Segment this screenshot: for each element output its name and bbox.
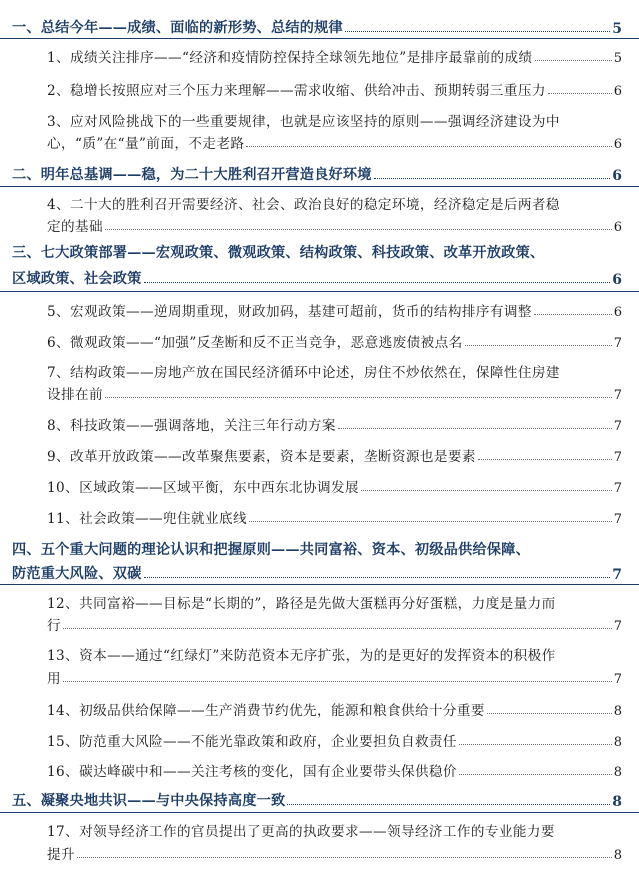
toc-page-number: 6	[612, 168, 622, 184]
toc-entry-title: 6、微观政策——“加强”反垄断和反不正当竞争，恶意逃废债被点名	[47, 335, 463, 351]
toc-page-number: 8	[613, 765, 622, 780]
toc-page-number: 6	[613, 137, 622, 152]
dot-leader	[478, 458, 612, 460]
dot-leader	[63, 680, 612, 682]
toc-page-number: 8	[612, 794, 622, 810]
toc-page-number: 7	[613, 672, 622, 687]
toc-entry-title: 8、科技政策——强调落地，关注三年行动方案	[47, 418, 336, 434]
toc-page-number: 7	[612, 567, 622, 583]
toc-entry-title-cont: 定的基础	[47, 219, 103, 235]
toc-page-number: 7	[613, 481, 622, 496]
toc-page-number: 5	[612, 21, 622, 37]
toc-entry-title: 10、区域政策——区域平衡，东中西东北协调发展	[47, 480, 359, 496]
toc-entry-title-cont: 行	[47, 618, 61, 634]
toc-entry-title-cont: 心，“质”在“量”前面，不走老路	[47, 136, 245, 152]
toc-page-number: 6	[613, 84, 622, 99]
toc-entry-title: 11、社会政策——兜住就业底线	[47, 511, 248, 527]
toc-section-title-cont: 防范重大风险、双碳	[12, 566, 142, 582]
toc-entry-title: 2、稳增长按照应对三个压力来理解——需求收缩、供给冲击、预期转弱三重压力	[47, 83, 546, 99]
toc-entry-title: 14、初级品供给保障——生产消费节约优先，能源和粮食供给十分重要	[47, 703, 485, 719]
toc-entry-title: 7、结构政策——房地产放在国民经济循环中论述，房住不炒依然在，保障性住房建	[47, 365, 560, 381]
dot-leader	[459, 773, 612, 775]
dot-leader	[287, 803, 610, 805]
toc-section-title: 五、凝聚央地共识——与中央保持高度一致	[12, 793, 286, 809]
toc-page-number: 5	[613, 51, 622, 66]
dot-leader	[105, 228, 612, 230]
toc-page-number: 7	[613, 450, 622, 465]
toc-entry-title: 5、宏观政策——逆周期重现，财政加码，基建可超前，货币的结构排序有调整	[47, 304, 532, 320]
toc-entry-title: 9、改革开放政策——改革聚焦要素，资本是要素，垄断资源也是要素	[47, 449, 476, 465]
toc-page-number: 6	[612, 272, 622, 288]
toc-section-title: 四、五个重大问题的理论认识和把握原则——共同富裕、资本、初级品供给保障、	[12, 542, 530, 558]
section-divider	[0, 584, 639, 585]
toc-page-number: 6	[613, 220, 622, 235]
section-divider	[0, 291, 639, 292]
toc-page-number: 8	[613, 848, 622, 863]
toc-page-number: 7	[613, 336, 622, 351]
toc-entry-title: 1、成绩关注排序——“经济和疫情防控保持全球领先地位”是排序最靠前的成绩	[47, 50, 533, 66]
toc-entry-title: 3、应对风险挑战下的一些重要规律，也就是应该坚持的原则——强调经济建设为中	[47, 114, 560, 130]
dot-leader	[361, 489, 612, 491]
dot-leader	[487, 712, 612, 714]
dot-leader	[345, 30, 610, 32]
toc-page-number: 7	[613, 512, 622, 527]
dot-leader	[144, 576, 611, 578]
section-divider	[0, 186, 639, 187]
toc-section-title-cont: 区域政策、社会政策	[12, 271, 142, 287]
toc-section-title: 一、总结今年——成绩、面临的新形势、总结的规律	[12, 20, 343, 36]
dot-leader	[63, 627, 612, 629]
dot-leader	[535, 59, 612, 61]
dot-leader	[77, 856, 612, 858]
dot-leader	[465, 344, 612, 346]
toc-page-number: 7	[613, 419, 622, 434]
dot-leader	[249, 520, 612, 522]
dot-leader	[246, 145, 611, 147]
toc-section-title: 三、七大政策部署——宏观政策、微观政策、结构政策、科技政策、改革开放政策、	[12, 245, 545, 261]
dot-leader	[105, 396, 612, 398]
toc-page-number: 7	[613, 619, 622, 634]
toc-section-title: 二、明年总基调——稳，为二十大胜利召开营造良好环境	[12, 167, 372, 183]
toc-entry-title: 17、对领导经济工作的官员提出了更高的执政要求——领导经济工作的专业能力要	[47, 824, 555, 840]
toc-entry-title: 15、防范重大风险——不能光靠政策和政府，企业要担负自救责任	[47, 734, 457, 750]
toc-entry-title: 13、资本——通过“红绿灯”来防范资本无序扩张，为的是更好的发挥资本的积极作	[47, 648, 556, 664]
dot-leader	[548, 92, 612, 94]
toc-page-number: 8	[613, 735, 622, 750]
dot-leader	[338, 427, 612, 429]
toc-entry-title-cont: 设排在前	[47, 387, 103, 403]
toc-page-number: 6	[613, 305, 622, 320]
toc-entry-title: 16、碳达峰碳中和——关注考核的变化，国有企业要带头保供稳价	[47, 764, 457, 780]
toc-entry-title-cont: 提升	[47, 847, 75, 863]
section-divider	[0, 38, 639, 39]
dot-leader	[374, 177, 611, 179]
toc-entry-title-cont: 用	[47, 671, 61, 687]
dot-leader	[534, 313, 612, 315]
toc-entry-title: 4、二十大的胜利召开需要经济、社会、政治良好的稳定环境，经济稳定是后两者稳	[47, 197, 560, 213]
dot-leader	[144, 281, 611, 283]
dot-leader	[459, 743, 612, 745]
section-divider	[0, 812, 639, 813]
toc-page-number: 8	[613, 704, 622, 719]
toc-page-number: 7	[613, 388, 622, 403]
toc-entry-title: 12、共同富裕——目标是“长期的”，路径是先做大蛋糕再分好蛋糕，力度是量力而	[47, 596, 556, 612]
